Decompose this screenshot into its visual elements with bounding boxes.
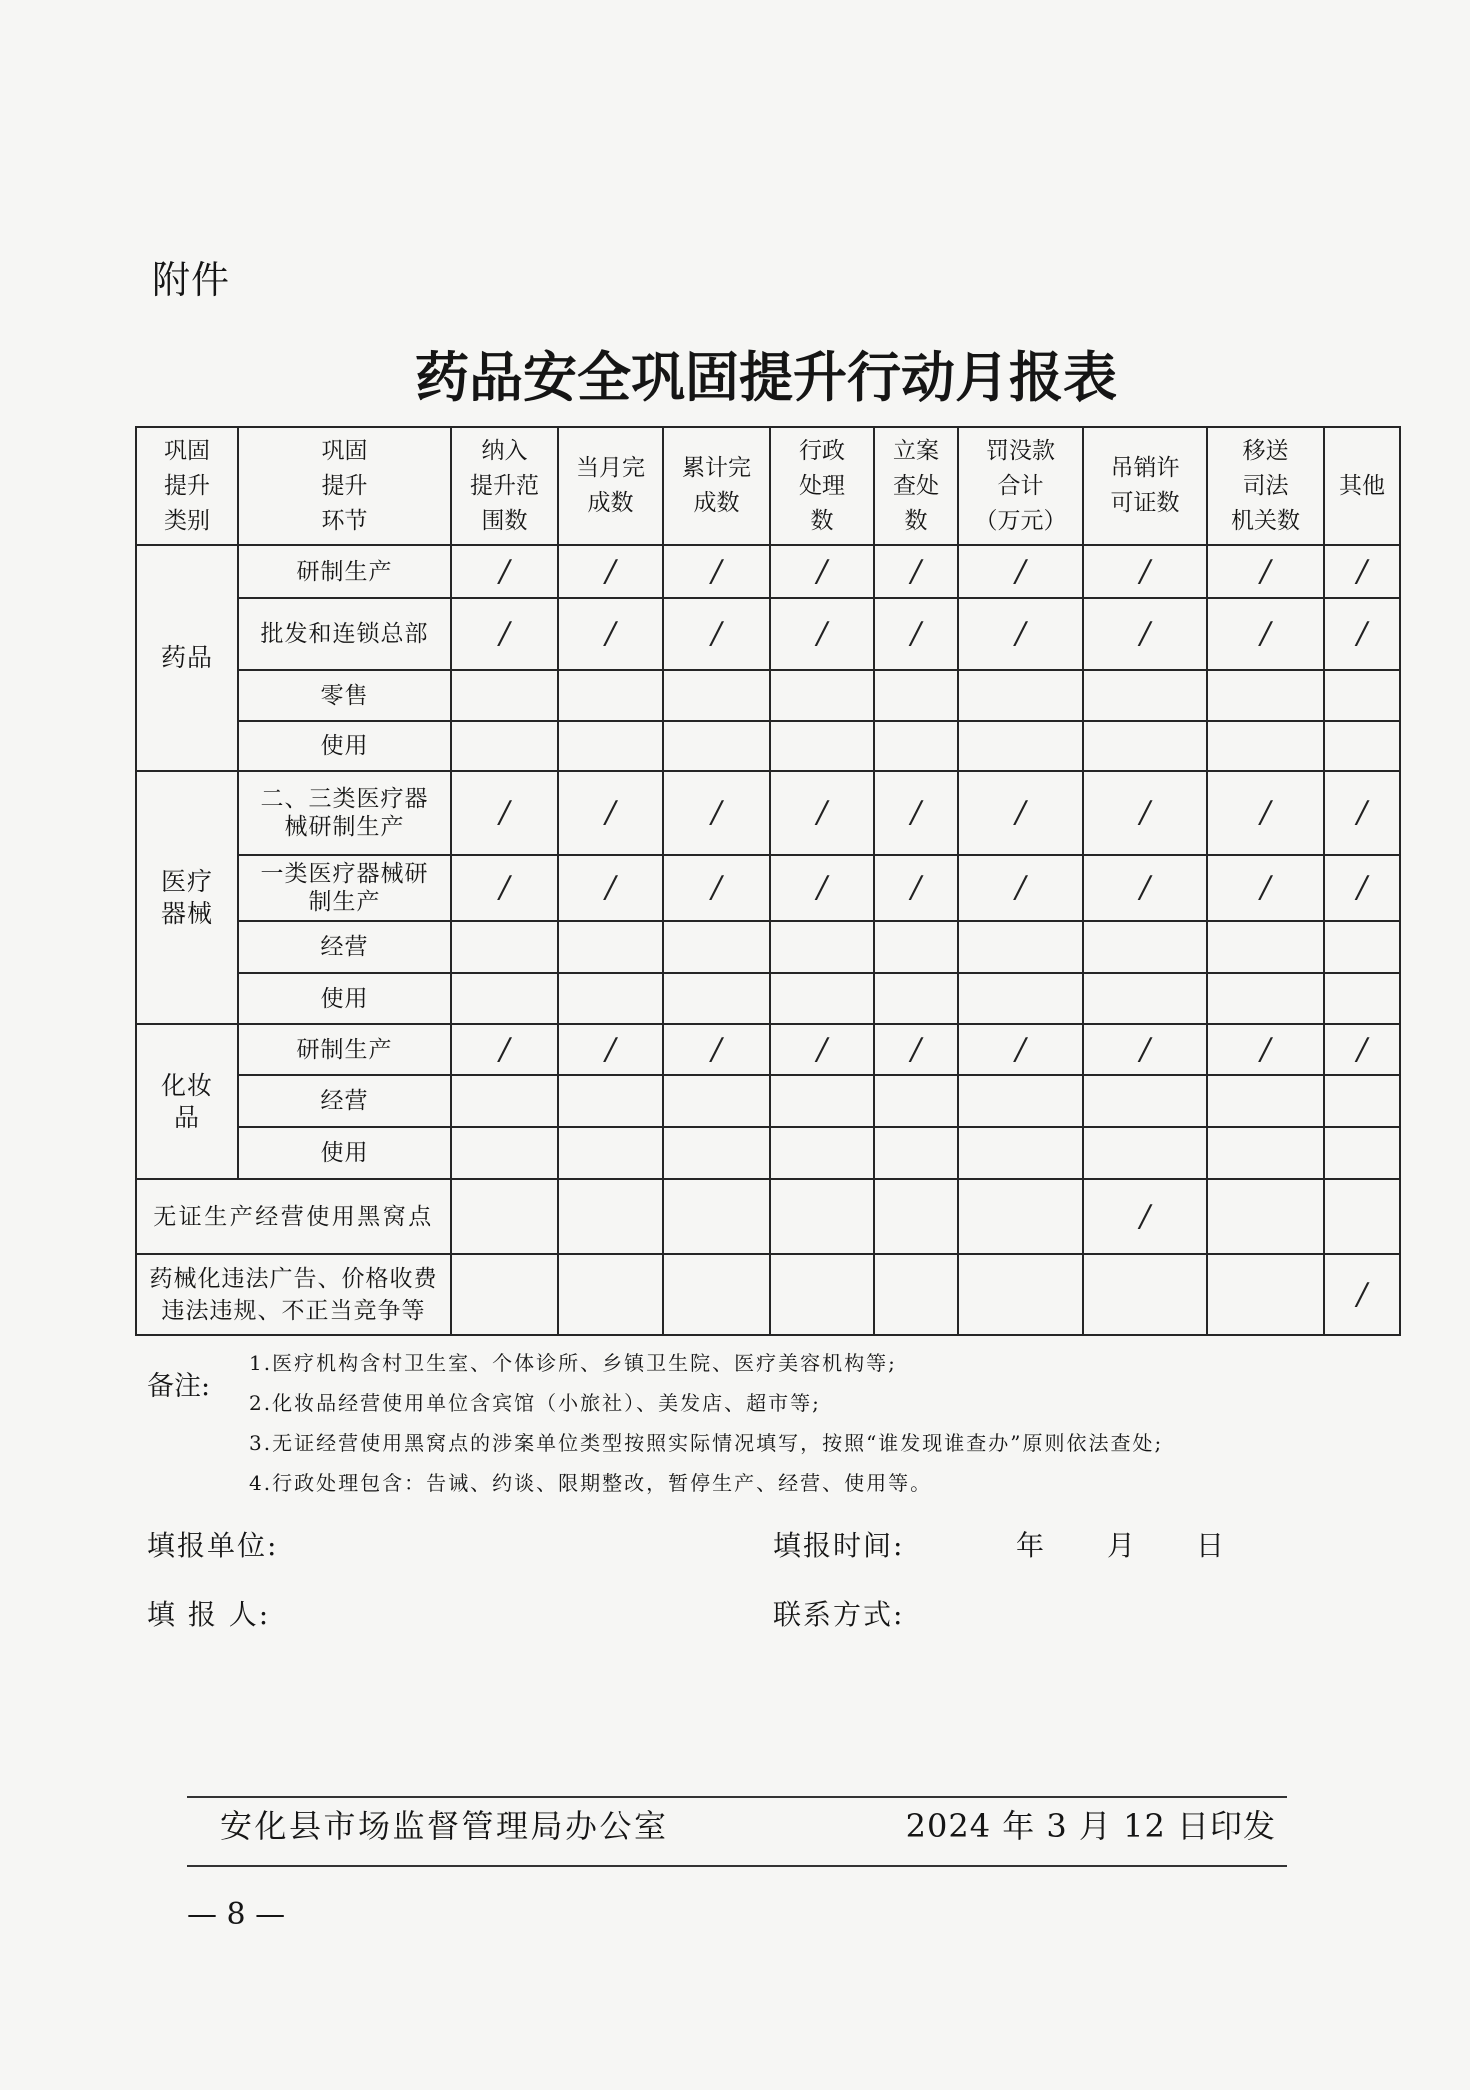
- table-cell: /: [1324, 1024, 1400, 1075]
- table-cell: [958, 670, 1083, 721]
- note-item: 1.医疗机构含村卫生室、个体诊所、乡镇卫生院、医疗美容机构等;: [249, 1351, 897, 1375]
- header-cases-filed: [874, 427, 958, 545]
- table-cell: [1083, 1075, 1207, 1127]
- table-cell: /: [1207, 545, 1324, 598]
- item-cell: [238, 1075, 451, 1127]
- table-cell: [958, 1254, 1083, 1335]
- header-line: 成数: [693, 490, 740, 516]
- notes-list: [249, 1349, 1163, 1509]
- header-line: 巩固: [164, 437, 210, 464]
- table-cell: /: [874, 598, 958, 670]
- table-cell: [874, 1127, 958, 1179]
- header-judicial-transfers: [1207, 427, 1324, 545]
- table-cell: [958, 921, 1083, 973]
- table-cell: /: [958, 545, 1083, 598]
- table-cell: /: [1324, 771, 1400, 855]
- header-line: 提升: [321, 472, 368, 499]
- header-included-count: [451, 427, 558, 545]
- header-line: 数: [904, 507, 928, 534]
- table-cell: [663, 973, 770, 1024]
- table-row: [136, 545, 1400, 598]
- table-cell: [451, 1127, 558, 1179]
- table-cell: [770, 670, 874, 721]
- table-row: [136, 973, 1400, 1024]
- item-label: 制生产: [308, 889, 381, 915]
- header-category: [136, 427, 238, 545]
- table-cell: [663, 1254, 770, 1335]
- item-label: 使用: [320, 733, 369, 759]
- header-line: 合计: [997, 472, 1044, 499]
- table-cell: [558, 973, 663, 1024]
- item-cell: [238, 670, 451, 721]
- header-line: 围数: [481, 507, 528, 534]
- table-cell: /: [1324, 545, 1400, 598]
- header-line: 提升范: [470, 472, 539, 499]
- month-label: 月: [1107, 1529, 1138, 1562]
- table-row: [136, 598, 1400, 670]
- table-cell: [1324, 1179, 1400, 1254]
- header-item: [238, 427, 451, 545]
- reporting-time-label: 填报时间:: [773, 1529, 905, 1562]
- table-row: [136, 855, 1400, 921]
- table-cell: [451, 1179, 558, 1254]
- table-cell: /: [558, 855, 663, 921]
- table-cell: [558, 1075, 663, 1127]
- header-fines-total: [958, 427, 1083, 545]
- table-cell: [1324, 1127, 1400, 1179]
- table-cell: [874, 721, 958, 771]
- table-row: [136, 1179, 1400, 1254]
- special-row-label: 违法违规、不正当竞争等: [161, 1297, 426, 1324]
- header-line: 司法: [1242, 472, 1289, 499]
- table-cell: [663, 921, 770, 973]
- table-cell: [1083, 1127, 1207, 1179]
- table-cell: /: [958, 598, 1083, 670]
- header-line: 累计完: [682, 455, 751, 481]
- note-item: 2.化妆品经营使用单位含宾馆（小旅社）、美发店、超市等;: [249, 1391, 821, 1415]
- footer-bottom-rule: [187, 1865, 1287, 1867]
- header-line: 可证数: [1110, 490, 1180, 516]
- table-cell: [451, 973, 558, 1024]
- header-line: 数: [810, 507, 834, 534]
- table-cell: [1207, 921, 1324, 973]
- item-label: 研制生产: [296, 558, 393, 585]
- item-label: 零售: [320, 682, 369, 709]
- table-cell: [874, 1254, 958, 1335]
- table-cell: [451, 670, 558, 721]
- header-line: （万元）: [974, 507, 1067, 534]
- item-label: 经营: [320, 1088, 369, 1114]
- table-cell: [1324, 973, 1400, 1024]
- item-label: 批发和连锁总部: [260, 621, 429, 647]
- footer-top-rule: [187, 1796, 1287, 1798]
- header-other: [1324, 427, 1400, 545]
- table-cell: [1083, 721, 1207, 771]
- table-row: [136, 670, 1400, 721]
- issue-date: 2024 年 3 月 12 日印发: [905, 1807, 1276, 1845]
- table-cell: /: [958, 855, 1083, 921]
- category-label: 品: [173, 1102, 200, 1132]
- category-cell: [136, 771, 238, 1024]
- table-row: [136, 721, 1400, 771]
- table-cell: /: [451, 771, 558, 855]
- header-line: 行政: [799, 437, 845, 464]
- table-cell: [1083, 1254, 1207, 1335]
- table-cell: [1083, 670, 1207, 721]
- table-cell: [1324, 921, 1400, 973]
- header-month-completed: [558, 427, 663, 545]
- header-line: 成数: [587, 490, 634, 516]
- table-cell: [451, 1075, 558, 1127]
- item-cell: [238, 771, 451, 855]
- table-cell: /: [451, 855, 558, 921]
- header-line: 机关数: [1231, 507, 1300, 534]
- item-cell: [238, 721, 451, 771]
- table-cell: [1207, 1127, 1324, 1179]
- table-cell: /: [1207, 598, 1324, 670]
- item-label: 一类医疗器械研: [260, 861, 429, 887]
- table-cell: [874, 1179, 958, 1254]
- header-line: 巩固: [321, 437, 368, 464]
- header-licenses-revoked: [1083, 427, 1207, 545]
- table-cell: /: [663, 545, 770, 598]
- table-cell: [958, 1075, 1083, 1127]
- page-number: — 8 —: [187, 1897, 286, 1932]
- table-cell: [874, 1075, 958, 1127]
- item-label: 使用: [320, 1140, 369, 1166]
- table-cell: [770, 721, 874, 771]
- table-cell: [1083, 973, 1207, 1024]
- table-cell: [1324, 721, 1400, 771]
- table-row: [136, 1075, 1400, 1127]
- table-cell: [1207, 973, 1324, 1024]
- header-admin-handled: [770, 427, 874, 545]
- header-line: 纳入: [481, 437, 528, 464]
- table-cell: /: [770, 545, 874, 598]
- table-cell: /: [558, 545, 663, 598]
- header-line: 环节: [321, 507, 368, 534]
- item-cell: [238, 1127, 451, 1179]
- notes-label: 备注:: [147, 1371, 211, 1402]
- table-cell: /: [451, 598, 558, 670]
- year-label: 年: [1016, 1529, 1047, 1562]
- category-label: 医疗: [160, 866, 213, 896]
- table-cell: [558, 1254, 663, 1335]
- table-cell: /: [770, 855, 874, 921]
- table-cell: /: [1324, 855, 1400, 921]
- table-cell: [663, 670, 770, 721]
- category-label: 化妆: [160, 1070, 213, 1100]
- table-cell: /: [1083, 1179, 1207, 1254]
- header-line: 罚没款: [986, 437, 1055, 464]
- category-label: 药品: [160, 643, 213, 672]
- header-line: 立案: [893, 437, 939, 464]
- item-cell: [238, 598, 451, 670]
- table-cell: [958, 1127, 1083, 1179]
- table-cell: [770, 921, 874, 973]
- table-cell: /: [1083, 771, 1207, 855]
- table-cell: [451, 921, 558, 973]
- table-row: [136, 921, 1400, 973]
- special-row-label: 药械化违法广告、价格收费: [149, 1265, 438, 1292]
- table-cell: [451, 721, 558, 771]
- table-cell: [1324, 1075, 1400, 1127]
- reporter-label: 填 报 人:: [147, 1598, 271, 1631]
- table-cell: /: [663, 771, 770, 855]
- table-cell: /: [1324, 1254, 1400, 1335]
- table-cell: /: [770, 598, 874, 670]
- header-line: 提升: [164, 472, 210, 499]
- table-cell: [874, 670, 958, 721]
- table-cell: [1207, 721, 1324, 771]
- table-cell: [558, 670, 663, 721]
- table-cell: /: [1207, 1024, 1324, 1075]
- special-row-label: 无证生产经营使用黑窝点: [153, 1203, 434, 1230]
- item-label: 研制生产: [296, 1036, 393, 1063]
- table-cell: [770, 973, 874, 1024]
- table-cell: [958, 1179, 1083, 1254]
- item-label: 经营: [320, 934, 369, 960]
- item-cell: [238, 855, 451, 921]
- table-cell: /: [1083, 1024, 1207, 1075]
- table-cell: /: [958, 1024, 1083, 1075]
- table-cell: /: [770, 771, 874, 855]
- issuer-name: 安化县市场监督管理局办公室: [220, 1807, 669, 1845]
- table-cell: /: [1083, 545, 1207, 598]
- table-cell: /: [1207, 855, 1324, 921]
- header-line: 查处: [893, 472, 939, 499]
- note-item: 4.行政处理包含：告诫、约谈、限期整改，暂停生产、经营、使用等。: [249, 1471, 933, 1495]
- item-cell: [238, 1024, 451, 1075]
- table-cell: [958, 973, 1083, 1024]
- table-cell: /: [770, 1024, 874, 1075]
- table-cell: [1324, 670, 1400, 721]
- category-cell: [136, 545, 238, 771]
- category-label: 器械: [160, 898, 213, 928]
- header-line: 移送: [1242, 437, 1289, 464]
- table-cell: [451, 1254, 558, 1335]
- table-cell: /: [558, 598, 663, 670]
- table-cell: [874, 973, 958, 1024]
- contact-label: 联系方式:: [773, 1598, 905, 1631]
- table-cell: /: [874, 545, 958, 598]
- day-label: 日: [1196, 1529, 1227, 1562]
- table-cell: [663, 1179, 770, 1254]
- table-cell: [770, 1179, 874, 1254]
- table-cell: /: [958, 771, 1083, 855]
- table-cell: /: [558, 1024, 663, 1075]
- note-item: 3.无证经营使用黑窝点的涉案单位类型按照实际情况填写，按照“谁发现谁查办”原则依法查处;: [249, 1431, 1164, 1455]
- table-cell: [558, 921, 663, 973]
- header-line: 吊销许: [1110, 455, 1180, 481]
- table-cell: [558, 1179, 663, 1254]
- header-line: 其他: [1339, 472, 1385, 499]
- header-line: 当月完: [576, 455, 645, 481]
- table-cell: [874, 921, 958, 973]
- table-row: [136, 771, 1400, 855]
- table-cell: /: [874, 1024, 958, 1075]
- table-cell: /: [558, 771, 663, 855]
- monthly-report-table: [135, 426, 1401, 1336]
- item-label: 械研制生产: [284, 814, 405, 840]
- header-line: 类别: [164, 507, 210, 534]
- table-cell: /: [451, 1024, 558, 1075]
- table-cell: [1207, 1179, 1324, 1254]
- special-row-label-cell: [136, 1254, 451, 1335]
- table-cell: [1207, 1254, 1324, 1335]
- table-cell: [663, 721, 770, 771]
- category-cell: [136, 1024, 238, 1179]
- table-cell: [1207, 1075, 1324, 1127]
- table-cell: /: [874, 771, 958, 855]
- reporting-unit-label: 填报单位:: [147, 1529, 279, 1562]
- item-cell: [238, 921, 451, 973]
- table-cell: [958, 721, 1083, 771]
- table-header-row: [136, 427, 1400, 545]
- header-line: 处理: [799, 472, 845, 499]
- table-cell: [770, 1254, 874, 1335]
- table-cell: [770, 1127, 874, 1179]
- table-cell: [663, 1127, 770, 1179]
- item-label: 二、三类医疗器: [260, 786, 429, 812]
- table-cell: [558, 721, 663, 771]
- table-row: [136, 1254, 1400, 1335]
- special-row-label-cell: [136, 1179, 451, 1254]
- table-cell: /: [1207, 771, 1324, 855]
- table-cell: /: [874, 855, 958, 921]
- table-cell: /: [663, 855, 770, 921]
- attachment-label: 附件: [152, 258, 231, 302]
- table-row: [136, 1127, 1400, 1179]
- table-cell: /: [663, 598, 770, 670]
- table-cell: [663, 1075, 770, 1127]
- table-cell: /: [1324, 598, 1400, 670]
- item-label: 使用: [320, 985, 369, 1012]
- table-cell: [1207, 670, 1324, 721]
- item-cell: [238, 973, 451, 1024]
- report-title: 药品安全巩固提升行动月报表: [415, 345, 1117, 409]
- table-cell: [770, 1075, 874, 1127]
- table-cell: [1083, 921, 1207, 973]
- item-cell: [238, 545, 451, 598]
- table-cell: /: [663, 1024, 770, 1075]
- table-cell: /: [1083, 855, 1207, 921]
- table-cell: [558, 1127, 663, 1179]
- table-row: [136, 1024, 1400, 1075]
- table-cell: /: [1083, 598, 1207, 670]
- header-cumulative-completed: [663, 427, 770, 545]
- table-cell: /: [451, 545, 558, 598]
